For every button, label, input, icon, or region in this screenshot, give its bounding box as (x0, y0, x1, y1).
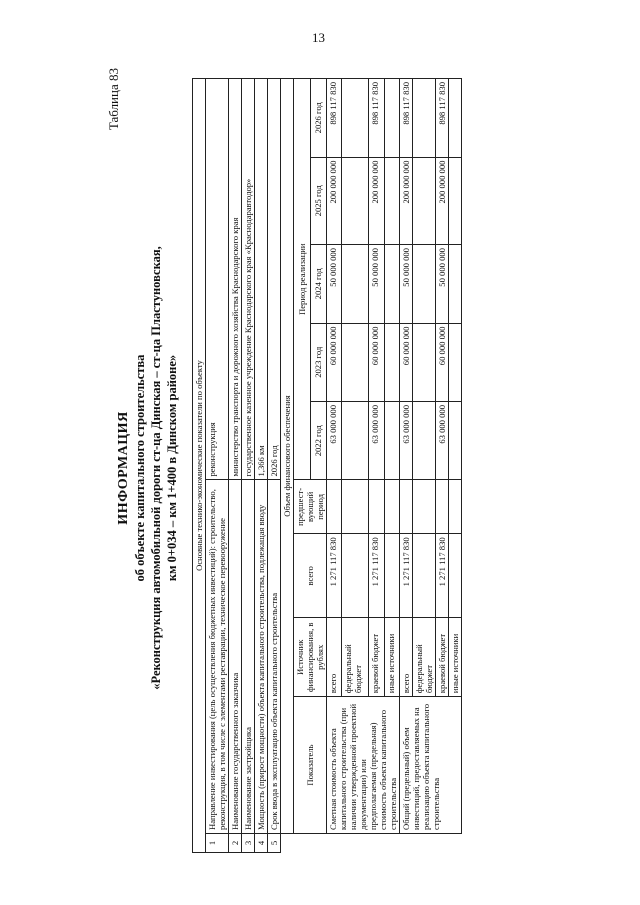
year-value-cell: 50 000 000 (369, 245, 384, 323)
year-value-cell: 898 117 830 (369, 79, 384, 158)
source-cell: краевой бюджет (436, 618, 449, 697)
year-value-cell: 200 000 000 (436, 157, 449, 244)
year-value-cell: 200 000 000 (400, 157, 413, 244)
year-value-cell: 898 117 830 (436, 79, 449, 158)
year-value-cell (413, 157, 436, 244)
section-finance: Объем финансового обеспечения (281, 79, 294, 834)
source-cell: федеральный бюджет (413, 618, 436, 697)
year-value-cell: 60 000 000 (400, 323, 413, 401)
table-row (255, 79, 268, 853)
year-value-cell: 63 000 000 (436, 402, 449, 480)
year-value-cell (413, 245, 436, 323)
total-cell (449, 534, 462, 618)
year-value-cell (384, 402, 399, 480)
row-label: Наименование государственного заказчика (229, 480, 242, 833)
total-cell: 1 271 117 830 (327, 534, 342, 618)
year-value-cell (449, 323, 462, 401)
total-cell: 1 271 117 830 (369, 534, 384, 618)
prior-cell (327, 480, 342, 534)
indicator-label: Общий (предельный) объем инвестиций, предоставляемых на реализацию объекта капитального строительства (400, 697, 462, 834)
year-value-cell (342, 323, 369, 401)
source-cell: федеральный бюджет (342, 618, 369, 697)
info-table (192, 78, 462, 853)
header-source: Источник финансирования, в рублях (294, 618, 327, 697)
row-label: Направление инвестирования (цель осуществления бюджетных инвестиций): строительство, реконструкция, в том числе с элементами реставрации, техническое перевооружение (206, 480, 229, 833)
header-year: 2024 год (310, 245, 327, 323)
header-year: 2022 год (310, 402, 327, 480)
year-value-cell (342, 402, 369, 480)
finance-row (327, 79, 342, 853)
total-cell: 1 271 117 830 (400, 534, 413, 618)
year-value-cell (449, 245, 462, 323)
year-value-cell (384, 157, 399, 244)
total-cell (413, 534, 436, 618)
prior-cell (384, 480, 399, 534)
prior-cell (413, 480, 436, 534)
source-cell: всего (400, 618, 413, 697)
header-year: 2025 год (310, 157, 327, 244)
row-value: государственное казенное учреждение Краснодарского края «Краснодаравтодор» (242, 79, 255, 480)
row-number: 5 (268, 833, 281, 852)
year-value-cell: 200 000 000 (369, 157, 384, 244)
table-row (206, 79, 229, 853)
year-value-cell (413, 323, 436, 401)
prior-cell (369, 480, 384, 534)
year-value-cell (342, 245, 369, 323)
source-cell: иные источники (449, 618, 462, 697)
year-value-cell (384, 245, 399, 323)
year-value-cell (449, 157, 462, 244)
year-value-cell: 63 000 000 (327, 402, 342, 480)
table-label: Таблица 83 (106, 68, 121, 131)
indicator-label: Сметная стоимость объекта капитального строительства (при наличии утвержденной проектной документации) или предполагаемая (предельная) стоимость объекта капитального строительства (327, 697, 400, 834)
row-value: министерство транспорта и дорожного хозяйства Краснодарского края (229, 79, 242, 480)
year-value-cell: 63 000 000 (400, 402, 413, 480)
table-row (268, 79, 281, 853)
year-value-cell: 60 000 000 (436, 323, 449, 401)
row-number: 3 (242, 833, 255, 852)
prior-cell (400, 480, 413, 534)
header-period: Период реализации (294, 79, 311, 480)
total-cell (384, 534, 399, 618)
source-cell: всего (327, 618, 342, 697)
row-number: 2 (229, 833, 242, 852)
source-cell: краевой бюджет (369, 618, 384, 697)
source-cell: иные источники (384, 618, 399, 697)
heading-line-4: км 0+034 – км 1+400 в Динском районе» (165, 354, 179, 582)
year-value-cell (449, 79, 462, 158)
prior-cell (342, 480, 369, 534)
year-value-cell: 898 117 830 (400, 79, 413, 158)
year-value-cell (413, 402, 436, 480)
header-year: 2026 год (310, 79, 327, 158)
year-value-cell (384, 323, 399, 401)
header-year: 2023 год (310, 323, 327, 401)
section-basic: Основные технико-экономические показатели по объекту (193, 79, 206, 853)
row-value: 1,366 км (255, 79, 268, 480)
header-prior-period: предшест-вующий период (294, 480, 327, 534)
heading-title: ИНФОРМАЦИЯ (116, 411, 131, 525)
row-value: 2026 год (268, 79, 281, 480)
finance-row (400, 79, 413, 853)
table-row (229, 79, 242, 853)
prior-cell (436, 480, 449, 534)
total-cell: 1 271 117 830 (436, 534, 449, 618)
heading-line-3: «Реконструкция автомобильной дороги ст-ца Динская – ст-ца Пластуновская, (149, 246, 163, 690)
year-value-cell (342, 157, 369, 244)
row-number: 4 (255, 833, 268, 852)
year-value-cell: 60 000 000 (369, 323, 384, 401)
row-label: Наименование застройщика (242, 480, 255, 833)
year-value-cell: 60 000 000 (327, 323, 342, 401)
header-indicator: Показатель (294, 697, 327, 834)
row-label: Срок ввода в эксплуатацию объекта капитального строительства (268, 480, 281, 833)
year-value-cell (449, 402, 462, 480)
rotated-sheet (106, 68, 606, 868)
year-value-cell: 50 000 000 (327, 245, 342, 323)
year-value-cell: 63 000 000 (369, 402, 384, 480)
year-value-cell (413, 79, 436, 158)
heading-line-2: об объекте капитального строительства (133, 354, 147, 582)
year-value-cell: 898 117 830 (327, 79, 342, 158)
year-value-cell (342, 79, 369, 158)
year-value-cell: 200 000 000 (327, 157, 342, 244)
row-number: 1 (206, 833, 229, 852)
page-number: 13 (312, 30, 325, 45)
prior-cell (449, 480, 462, 534)
table-row (242, 79, 255, 853)
header-total: всего (294, 534, 327, 618)
row-value: реконструкция (206, 79, 229, 480)
row-label: Мощность (прирост мощности) объекта капитального строительства, подлежащая вводу (255, 480, 268, 833)
document-heading (116, 68, 180, 868)
year-value-cell: 50 000 000 (400, 245, 413, 323)
year-value-cell: 50 000 000 (436, 245, 449, 323)
year-value-cell (384, 79, 399, 158)
total-cell (342, 534, 369, 618)
